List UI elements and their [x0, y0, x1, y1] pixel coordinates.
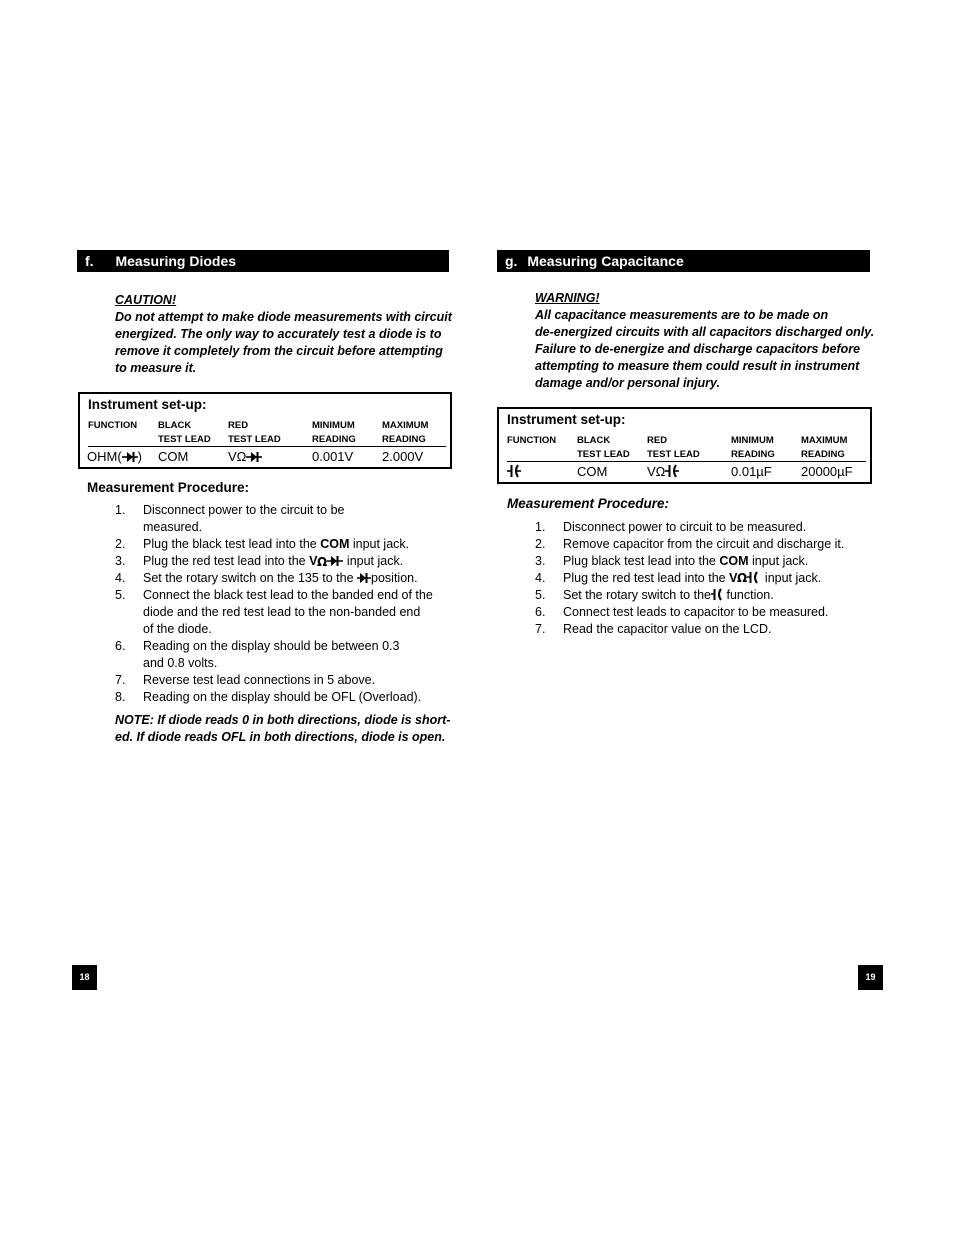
- svg-text:Ω: Ω: [737, 571, 748, 584]
- capacitor-icon: [507, 464, 521, 478]
- list-item: 6. Connect test leads to capacitor to be measured.: [535, 605, 829, 619]
- caution-line: to measure it.: [115, 361, 197, 375]
- col-function: FUNCTION: [507, 435, 557, 446]
- note-line: NOTE: If diode reads 0 in both directions, diode is short-: [115, 713, 451, 727]
- caution-heading: CAUTION!: [115, 293, 177, 307]
- list-item: 5. Connect the black test lead to the banded end of the diode and the red test lead to the non-banded end of the diode.: [115, 588, 433, 636]
- note-line: ed. If diode reads OFL in both directions, diode is open.: [115, 730, 446, 744]
- cell-red-lead: VΩ: [228, 449, 262, 464]
- warning-line: damage and/or personal injury.: [535, 376, 720, 390]
- table-rule: [507, 461, 866, 462]
- warning-line: Failure to de-energize and discharge capacitors before: [535, 342, 861, 356]
- list-item: 7. Read the capacitor value on the LCD.: [535, 622, 772, 636]
- warning-line: attempting to measure them could result in instrument: [535, 359, 860, 373]
- col-function: FUNCTION: [88, 420, 138, 431]
- procedure-title: Measurement Procedure:: [507, 496, 670, 511]
- cell-minimum: 0.01µF: [731, 464, 772, 479]
- section-header-capacitance: [497, 250, 870, 272]
- ohm-diode-icon: [317, 555, 343, 567]
- list-item: 3. Plug black test lead into the COM input jack.: [535, 554, 809, 568]
- cell-function: OHM( ): [87, 449, 143, 464]
- list-item: 3. Plug the red test lead into the V Ω input jack.: [115, 554, 404, 568]
- section-title: Measuring Capacitance: [527, 253, 684, 269]
- col-minimum: MINIMUM READING: [312, 420, 356, 445]
- warning-line: All capacitance measurements are to be made on: [535, 308, 829, 322]
- caution-line: Do not attempt to make diode measurements with circuit: [115, 310, 452, 324]
- section-letter: f.: [85, 253, 94, 269]
- svg-text:Ω: Ω: [317, 555, 328, 567]
- table-rule: [88, 446, 446, 447]
- col-red-lead: RED TEST LEAD: [647, 435, 700, 460]
- cell-black-lead: COM: [158, 449, 189, 464]
- setup-title: Instrument set-up:: [88, 397, 207, 412]
- capacitor-icon: [665, 464, 679, 478]
- warning-line: de-energized circuits with all capacitors discharged only.: [535, 325, 875, 339]
- list-item: 4. Set the rotary switch on the 135 to the position.: [115, 571, 418, 585]
- warning-block: [535, 290, 875, 392]
- capacitor-icon: [711, 588, 723, 601]
- list-item: 1. Disconnect power to circuit to be measured.: [535, 520, 807, 534]
- list-item: 8. Reading on the display should be OFL (Overload).: [115, 690, 422, 704]
- list-item: 5. Set the rotary switch to the function.: [535, 588, 774, 602]
- caution-line: remove it completely from the circuit before attempting: [115, 344, 443, 358]
- caution-block: [115, 292, 455, 377]
- procedure-title: Measurement Procedure:: [87, 480, 250, 495]
- cell-black-lead: COM: [577, 464, 608, 479]
- cell-function: [507, 464, 521, 479]
- list-item: 2. Plug the black test lead into the COM input jack.: [115, 537, 410, 551]
- page-number-left: 18: [72, 965, 97, 990]
- cell-maximum: 20000µF: [801, 464, 853, 479]
- diode-note: [115, 712, 460, 746]
- setup-title: Instrument set-up:: [507, 412, 626, 427]
- procedure-steps-capacitance: [535, 519, 880, 638]
- diode-icon: [122, 451, 138, 463]
- page-number-right: 19: [858, 965, 883, 990]
- instrument-setup-table-diodes: [78, 392, 452, 469]
- list-item: 2. Remove capacitor from the circuit and discharge it.: [535, 537, 845, 551]
- list-item: 4. Plug the red test lead into the V Ω input jack.: [535, 571, 822, 585]
- list-item: 6. Reading on the display should be between 0.3 and 0.8 volts.: [115, 639, 400, 670]
- list-item: 1. Disconnect power to the circuit to be measured.: [115, 503, 345, 534]
- diode-icon: [246, 451, 262, 463]
- cell-red-lead: VΩ: [647, 464, 679, 479]
- section-letter: g.: [505, 253, 518, 269]
- diode-icon: [357, 572, 371, 584]
- procedure-steps-diodes: [115, 502, 460, 706]
- warning-heading: WARNING!: [535, 291, 600, 305]
- col-maximum: MAXIMUM READING: [382, 420, 429, 445]
- section-header-diodes: [77, 250, 449, 272]
- ohm-capacitor-icon: [737, 571, 761, 584]
- instrument-setup-table-capacitance: [497, 407, 872, 484]
- col-black-lead: BLACK TEST LEAD: [158, 420, 211, 445]
- section-title: Measuring Diodes: [115, 253, 237, 269]
- col-red-lead: RED TEST LEAD: [228, 420, 281, 445]
- col-maximum: MAXIMUM READING: [801, 435, 848, 460]
- col-black-lead: BLACK TEST LEAD: [577, 435, 630, 460]
- list-item: 7. Reverse test lead connections in 5 above.: [115, 673, 376, 687]
- caution-line: energized. The only way to accurately test a diode is to: [115, 327, 442, 341]
- cell-minimum: 0.001V: [312, 449, 354, 464]
- col-minimum: MINIMUM READING: [731, 435, 775, 460]
- cell-maximum: 2.000V: [382, 449, 424, 464]
